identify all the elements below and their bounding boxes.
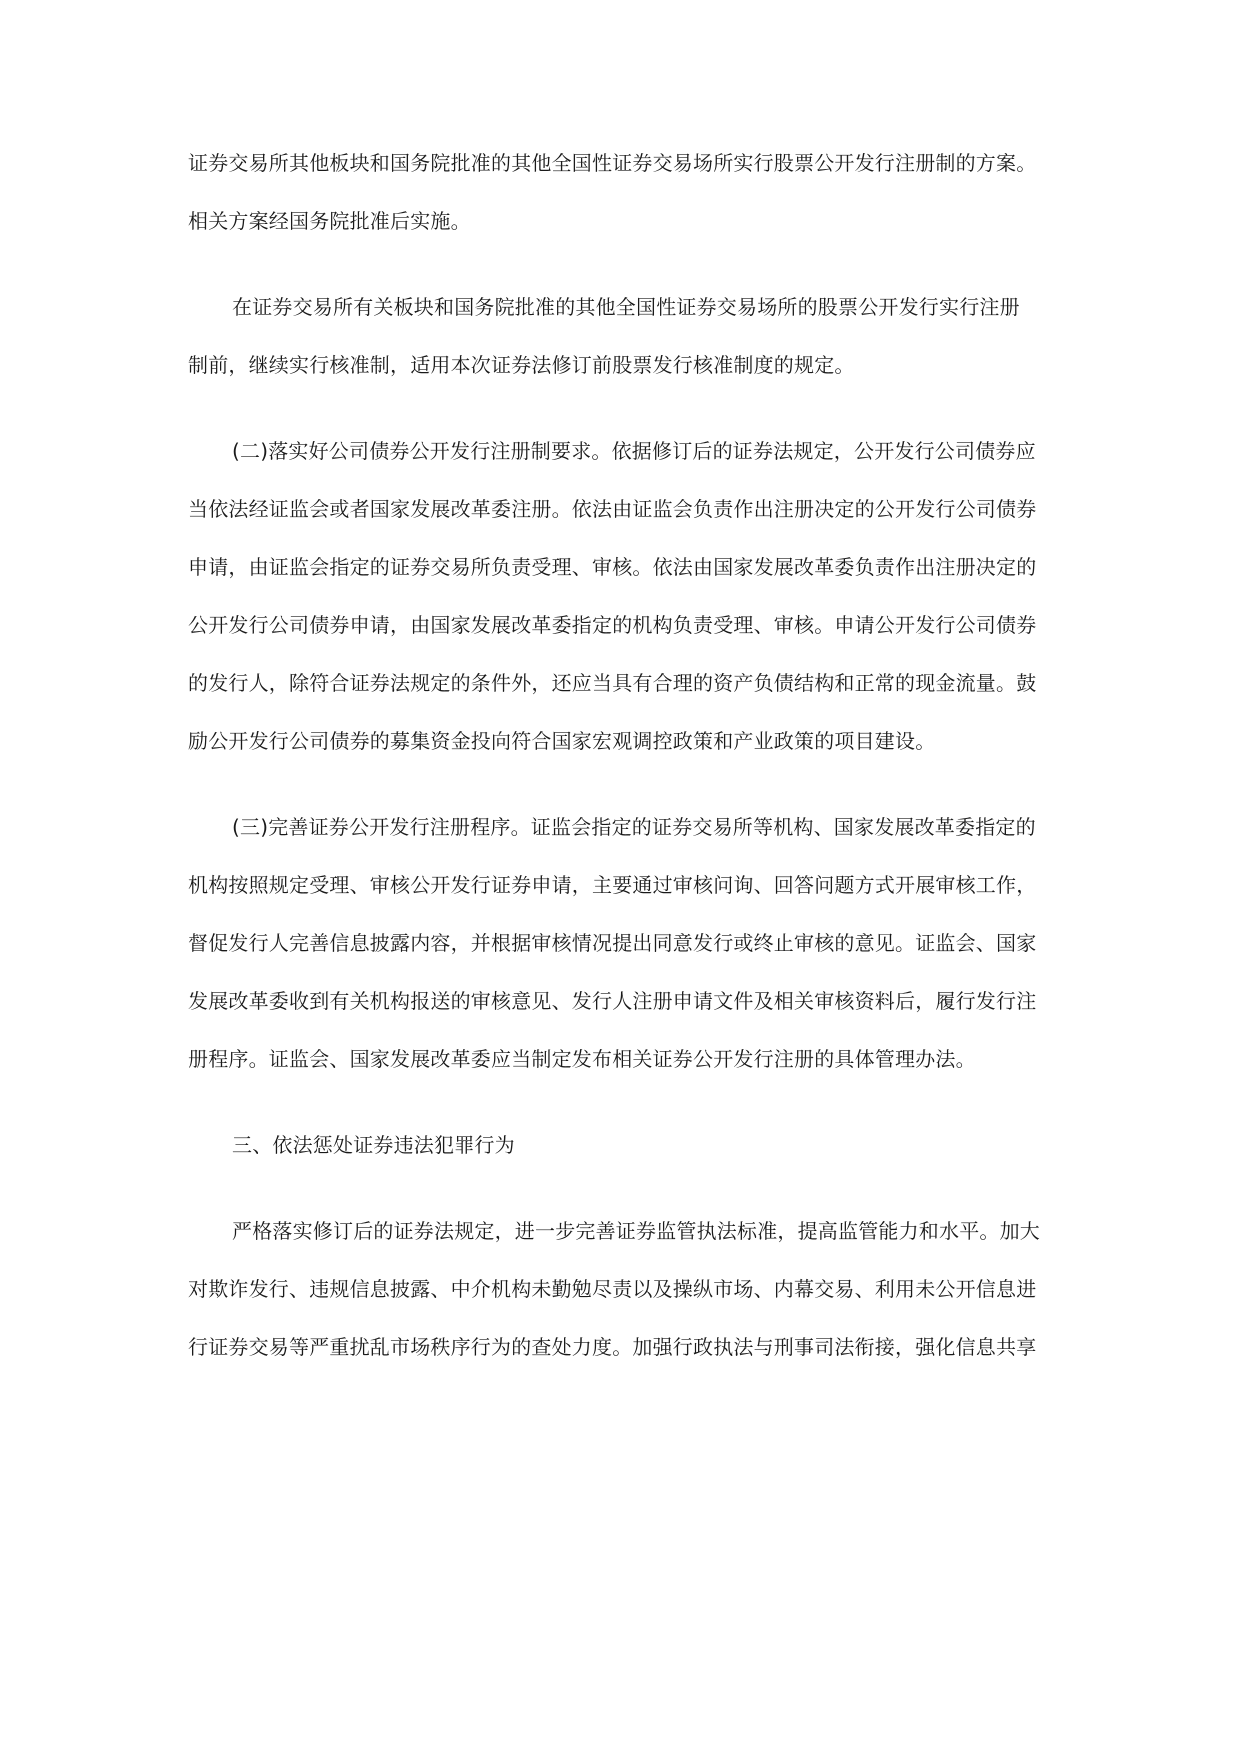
- paragraph-line: (三)完善证券公开发行注册程序。证监会指定的证券交易所等机构、国家发展改革委指定的: [232, 815, 1036, 839]
- paragraph-line: 严格落实修订后的证券法规定，进一步完善证券监管执法标准，提高监管能力和水平。加大: [232, 1219, 1040, 1243]
- paragraph-line: 申请，由证监会指定的证券交易所负责受理、审核。依法由国家发展改革委负责作出注册决定的: [188, 555, 1037, 579]
- paragraph-line: 证券交易所其他板块和国务院批准的其他全国性证券交易场所实行股票公开发行注册制的方案。: [188, 151, 1037, 175]
- paragraph-line: 制前，继续实行核准制，适用本次证券法修订前股票发行核准制度的规定。: [188, 353, 855, 377]
- paragraph-line: 行证券交易等严重扰乱市场秩序行为的查处力度。加强行政执法与刑事司法衔接，强化信息共享: [188, 1335, 1037, 1359]
- section-heading: 三、依法惩处证券违法犯罪行为: [232, 1133, 515, 1157]
- paragraph-line: 在证券交易所有关板块和国务院批准的其他全国性证券交易场所的股票公开发行实行注册: [232, 295, 1020, 319]
- paragraph-line: 册程序。证监会、国家发展改革委应当制定发布相关证券公开发行注册的具体管理办法。: [188, 1047, 976, 1071]
- paragraph-line: (二)落实好公司债券公开发行注册制要求。依据修订后的证券法规定，公开发行公司债券应: [232, 439, 1036, 463]
- paragraph-line: 督促发行人完善信息披露内容，并根据审核情况提出同意发行或终止审核的意见。证监会、国家: [188, 931, 1037, 955]
- paragraph-line: 发展改革委收到有关机构报送的审核意见、发行人注册申请文件及相关审核资料后，履行发行注: [188, 989, 1037, 1013]
- paragraph-line: 对欺诈发行、违规信息披露、中介机构未勤勉尽责以及操纵市场、内幕交易、利用未公开信息进: [188, 1277, 1037, 1301]
- paragraph-line: 机构按照规定受理、审核公开发行证券申请，主要通过审核问询、回答问题方式开展审核工作，: [188, 873, 1037, 897]
- paragraph-line: 相关方案经国务院批准后实施。: [188, 209, 471, 233]
- paragraph-line: 的发行人，除符合证券法规定的条件外，还应当具有合理的资产负债结构和正常的现金流量。鼓: [188, 671, 1037, 695]
- paragraph-line: 公开发行公司债券申请，由国家发展改革委指定的机构负责受理、审核。申请公开发行公司债券: [188, 613, 1037, 637]
- paragraph-line: 当依法经证监会或者国家发展改革委注册。依法由证监会负责作出注册决定的公开发行公司债券: [188, 497, 1037, 521]
- paragraph-line: 励公开发行公司债券的募集资金投向符合国家宏观调控政策和产业政策的项目建设。: [188, 729, 936, 753]
